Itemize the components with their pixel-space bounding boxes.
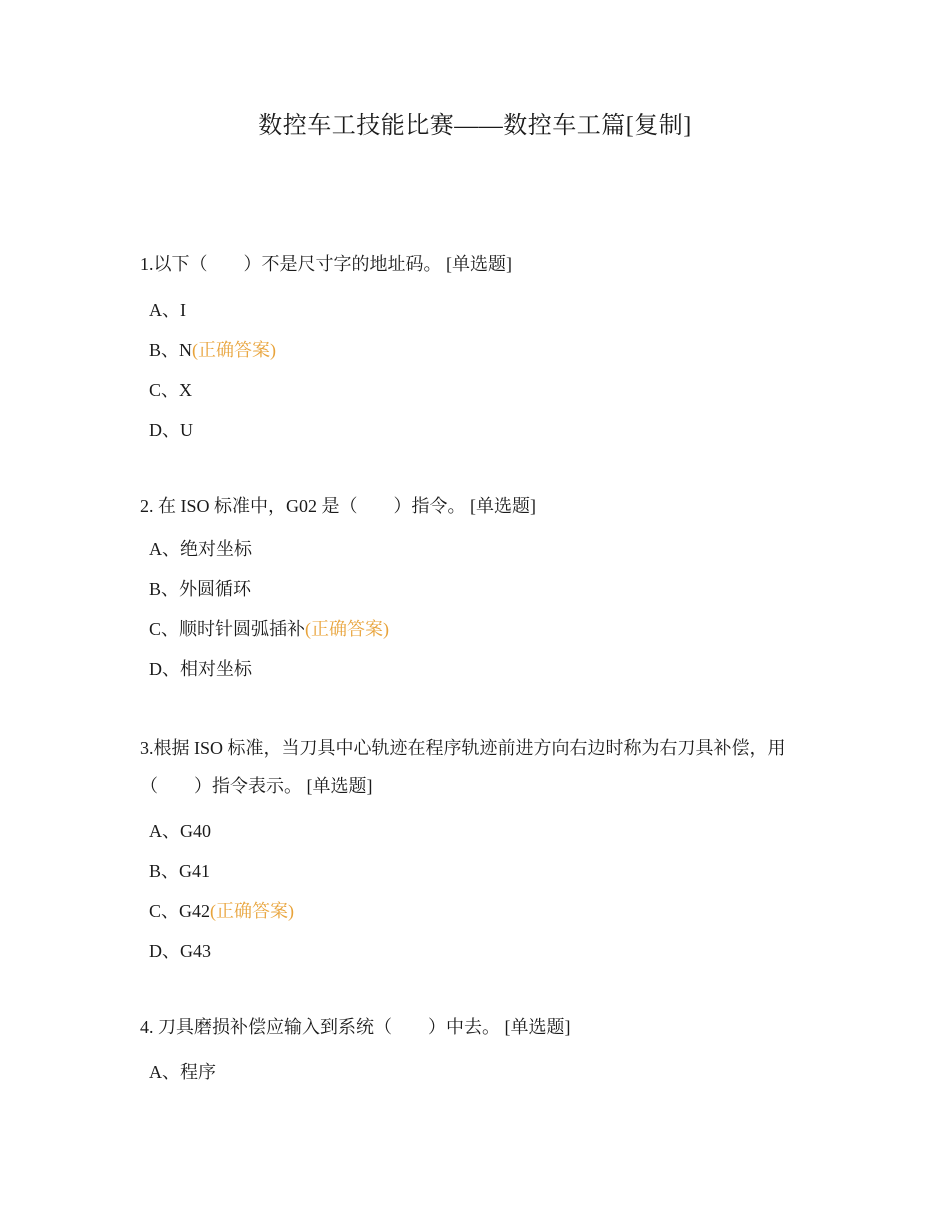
correct-answer-mark: (正确答案) <box>305 619 390 639</box>
option-b[interactable] <box>140 330 820 370</box>
option-a[interactable] <box>140 811 820 851</box>
option-label: D、G43 <box>149 941 211 961</box>
correct-answer-mark: (正确答案) <box>210 901 295 921</box>
option-a[interactable] <box>140 1052 820 1092</box>
option-label: B、外圆循环 <box>149 579 252 599</box>
question-4 <box>140 1008 820 1092</box>
option-label: A、程序 <box>149 1062 216 1082</box>
option-b[interactable] <box>140 569 820 609</box>
option-label: A、I <box>149 300 186 320</box>
question-3 <box>140 729 820 971</box>
option-d[interactable] <box>140 931 820 971</box>
option-label: D、相对坐标 <box>149 659 252 679</box>
option-a[interactable] <box>140 529 820 569</box>
option-list <box>140 290 820 450</box>
option-label: A、G40 <box>149 821 211 841</box>
option-c[interactable] <box>140 370 820 410</box>
question-stem: 1.以下（ ）不是尺寸字的地址码。 [单选题] <box>140 254 512 274</box>
question-2 <box>140 487 820 689</box>
page-title: 数控车工技能比赛——数控车工篇[复制] <box>258 113 692 139</box>
option-label: D、U <box>149 420 193 440</box>
question-stem: 2. 在 ISO 标准中，G02 是（ ）指令。 [单选题] <box>140 496 536 516</box>
option-d[interactable] <box>140 649 820 689</box>
option-a[interactable] <box>140 290 820 330</box>
question-stem: 3.根据 ISO 标准，当刀具中心轨迹在程序轨迹前进方向右边时称为右刀具补偿，用（ ）指令表示。 [单选题] <box>140 738 786 796</box>
option-list <box>140 1052 820 1092</box>
option-label: A、绝对坐标 <box>149 539 252 559</box>
question-1 <box>140 245 820 450</box>
option-c[interactable] <box>140 891 820 931</box>
option-label: B、N <box>149 340 193 360</box>
option-list <box>140 811 820 971</box>
option-label: C、G42 <box>149 901 211 921</box>
option-label: B、G41 <box>149 861 211 881</box>
correct-answer-mark: (正确答案) <box>192 340 277 360</box>
option-list <box>140 529 820 689</box>
question-stem: 4. 刀具磨损补偿应输入到系统（ ）中去。 [单选题] <box>140 1017 571 1037</box>
option-c[interactable] <box>140 609 820 649</box>
option-b[interactable] <box>140 851 820 891</box>
option-label: C、X <box>149 380 193 400</box>
option-d[interactable] <box>140 410 820 450</box>
option-label: C、顺时针圆弧插补 <box>149 619 306 639</box>
